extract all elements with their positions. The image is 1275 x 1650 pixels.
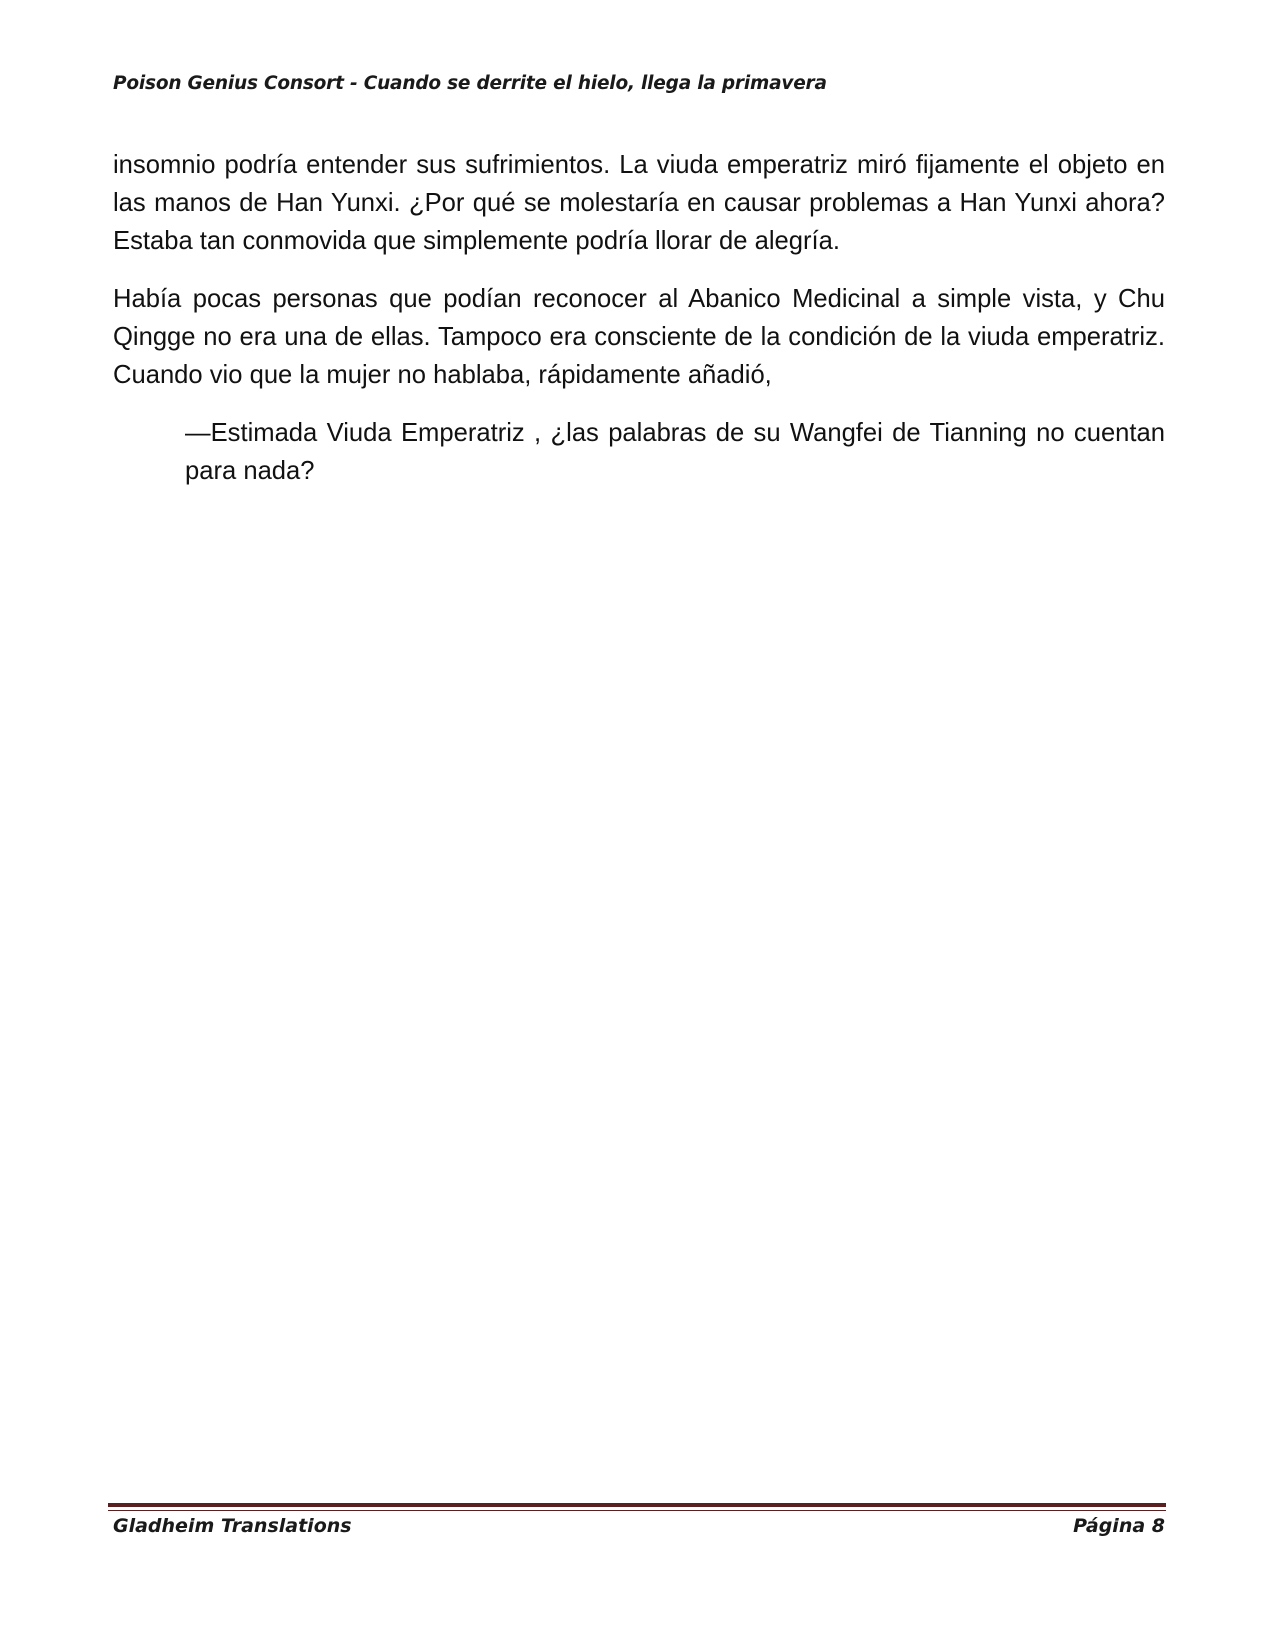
paragraph-dialogue: —Estimada Viuda Emperatriz , ¿las palabras de su Wangfei de Tianning no cuentan para nada? <box>185 419 1165 485</box>
footer-translator: Gladheim Translations <box>113 1515 352 1537</box>
paragraph-2: Había pocas personas que podían reconocer al Abanico Medicinal a simple vista, y Chu Qingge no era una de ellas. Tampoco era consciente de la condición de la viuda emperatriz. Cuando vio que la mujer no hablaba, rápidamente añadió, <box>113 285 1165 389</box>
footer-divider <box>108 1503 1166 1507</box>
body-text <box>113 146 1165 510</box>
footer-page-number: Página 8 <box>1073 1515 1165 1537</box>
paragraph-1: insomnio podría entender sus sufrimientos. La viuda emperatriz miró fijamente el objeto en las manos de Han Yunxi. ¿Por qué se molestaría en causar problemas a Han Yunxi ahora? Estaba tan conmovida que simplemente podría llorar de alegría. <box>113 151 1165 255</box>
running-header-title: Poison Genius Consort - Cuando se derrite el hielo, llega la primavera <box>113 73 827 94</box>
footer-divider-thin <box>108 1510 1166 1511</box>
